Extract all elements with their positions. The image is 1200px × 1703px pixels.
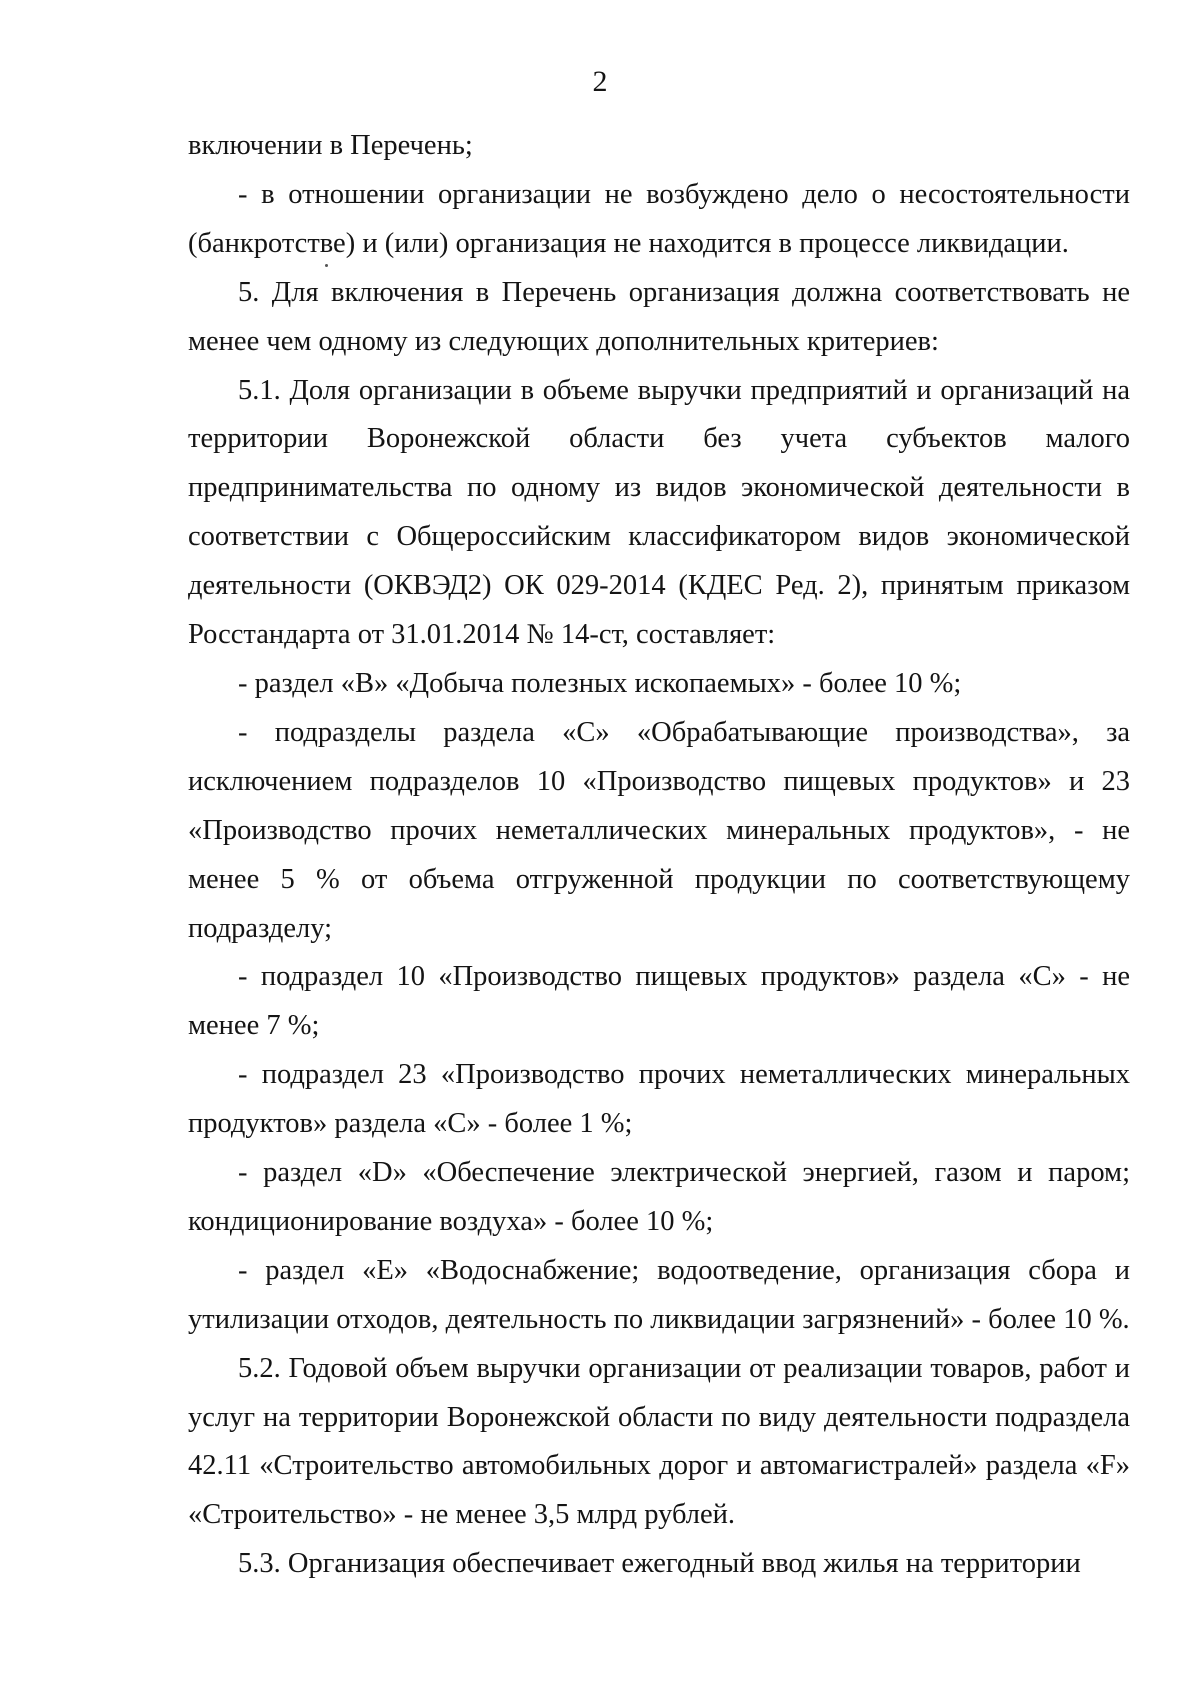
document-body	[188, 122, 1130, 1589]
paragraph-inclusion-continuation: включении в Перечень;	[188, 130, 473, 161]
paragraph-5-3: 5.3. Организация обеспечивает ежегодный ввод жилья на территории	[238, 1548, 1081, 1580]
list-item-section-d: - раздел «D» «Обеспечение электрической энергией, газом и паром; кондиционирование воздуха» - более 10 %;	[188, 1157, 1130, 1237]
list-item-section-b: - раздел «В» «Добыча полезных ископаемых» - более 10 %;	[238, 667, 962, 699]
page-number: 2	[592, 65, 608, 98]
list-item-subsection-10: - подраздел 10 «Производство пищевых продуктов» раздела «С» - не менее 7 %;	[188, 961, 1130, 1042]
paragraph-5-1: 5.1. Доля организации в объеме выручки предприятий и организаций на территории Воронежской области без учета субъектов малого предпринимательства по одному из видов экономической деятельности в соответствии с Общероссийским классификатором видов экономической деятельности (ОКВЭД2) ОК 029-2014 (КДЕС Ред. 2), принятым приказом Росстандарта от 31.01.2014 № 14-ст, составляет:	[188, 374, 1130, 651]
list-item-section-c-subsections: - подразделы раздела «С» «Обрабатывающие производства», за исключением подразделов 10 «Производство пищевых продуктов» и 23 «Производство прочих неметаллических минеральных продуктов», - не менее 5 % от объема отгруженной продукции по соответствующему подразделу;	[188, 716, 1130, 944]
list-item-section-e: - раздел «Е» «Водоснабжение; водоотведение, организация сбора и утилизации отходов, деятельность по ликвидации загрязнений» - более 10 %.	[188, 1254, 1130, 1335]
paragraph-5: 5. Для включения в Перечень организация должна соответствовать не менее чем одному из следующих дополнительных критериев:	[188, 276, 1130, 357]
paragraph-no-bankruptcy: - в отношении организации не возбуждено дело о несостоятельности (банкротстве) и (или) организация не находится в процессе ликвидации.	[188, 178, 1130, 259]
list-item-subsection-23: - подраздел 23 «Производство прочих неметаллических минеральных продуктов» раздела «С» - более 1 %;	[188, 1059, 1130, 1140]
paragraph-5-2: 5.2. Годовой объем выручки организации от реализации товаров, работ и услуг на территории Воронежской области по виду деятельности подраздела 42.11 «Строительство автомобильных дорог и автомагистралей» раздела «F» «Строительство» - не менее 3,5 млрд рублей.	[188, 1352, 1130, 1531]
